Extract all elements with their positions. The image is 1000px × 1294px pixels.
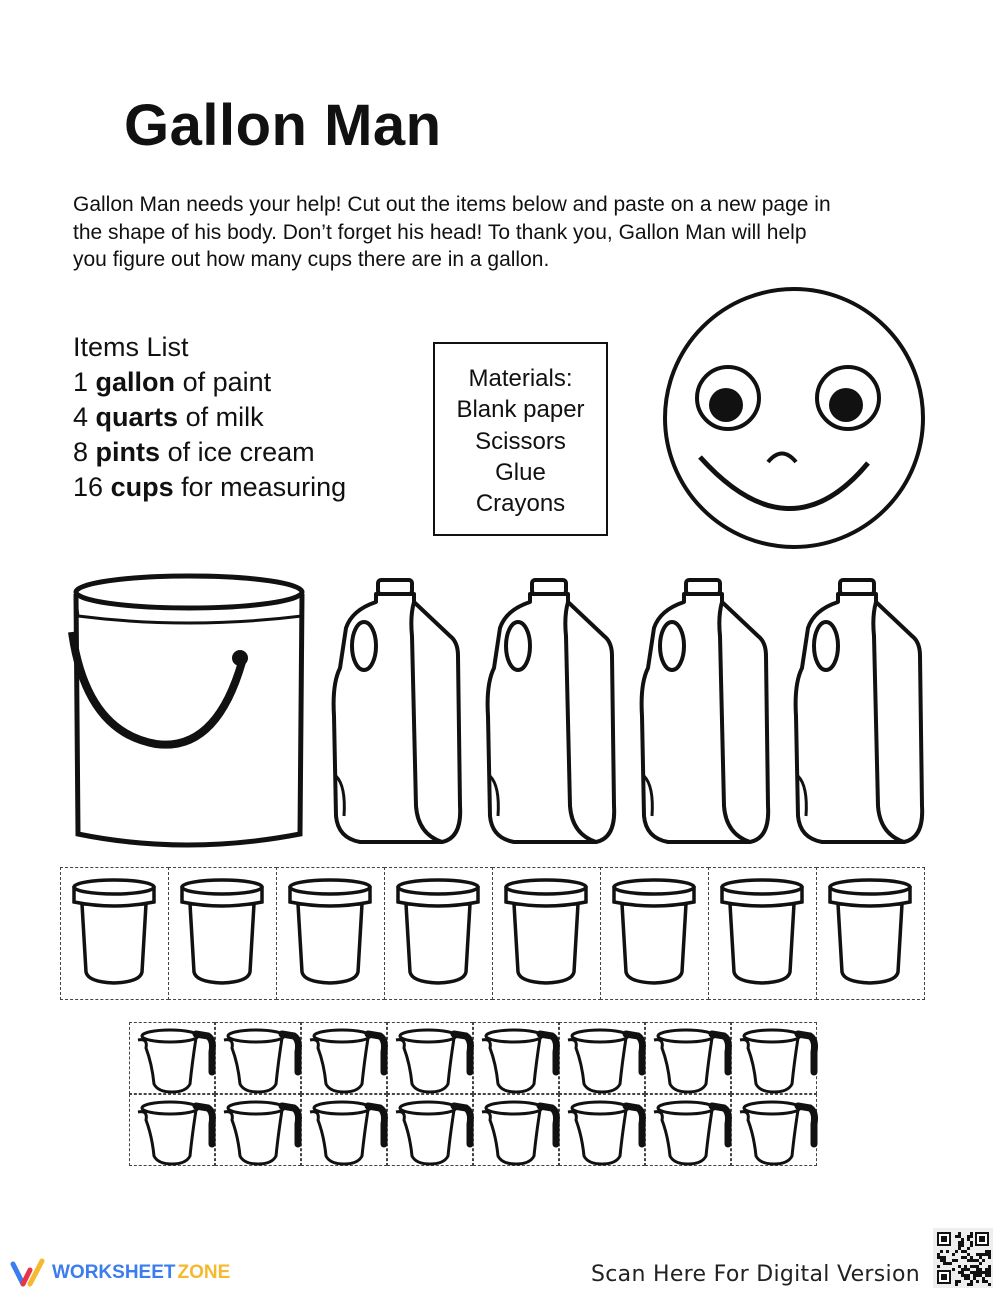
measuring-cup-icon: [734, 1024, 818, 1094]
measuring-cup-icon: [648, 1024, 732, 1094]
measuring-cup-icon: [734, 1096, 818, 1166]
materials-box: [433, 342, 608, 536]
item-qty: 1: [73, 367, 89, 397]
material-item: Glue: [495, 458, 546, 486]
item-qty: 4: [73, 402, 89, 432]
material-item: Scissors: [475, 427, 566, 455]
ice-cream-pint-icon: [68, 874, 162, 992]
item-unit: gallon: [95, 367, 176, 397]
material-item: Crayons: [475, 490, 566, 518]
measuring-cup-icon: [562, 1096, 646, 1166]
qr-code[interactable]: [933, 1228, 993, 1288]
item-unit: cups: [110, 472, 174, 502]
measuring-cup-icon: [218, 1024, 302, 1094]
ice-cream-pint-icon: [392, 874, 486, 992]
worksheet-zone-logo-icon: [10, 1258, 46, 1288]
measuring-cup-icon: [390, 1096, 474, 1166]
items-list-heading: Items List: [73, 332, 189, 362]
measuring-cup-icon: [476, 1024, 560, 1094]
item-qty: 8: [73, 437, 89, 467]
item-desc: of milk: [185, 402, 264, 432]
gallon-man-face: [660, 285, 930, 553]
ice-cream-pint-icon: [176, 874, 270, 992]
ice-cream-pint-icon: [608, 874, 702, 992]
milk-jug-cutout: [484, 576, 618, 850]
item-desc: for measuring: [181, 472, 347, 502]
item-unit: pints: [95, 437, 161, 467]
measuring-cup-icon: [132, 1096, 216, 1166]
milk-jug-cutout: [792, 576, 926, 850]
item-desc: of paint: [182, 367, 272, 397]
list-item: [73, 365, 346, 400]
materials-heading: Materials:: [468, 365, 573, 392]
item-unit: quarts: [95, 402, 179, 432]
list-item: [73, 400, 346, 435]
measuring-cup-icon: [476, 1096, 560, 1166]
paint-bucket-cutout: [66, 572, 308, 852]
scan-text: Scan Here For Digital Version: [591, 1262, 920, 1287]
measuring-cup-icon: [648, 1096, 732, 1166]
ice-cream-pint-icon: [500, 874, 594, 992]
measuring-cup-icon: [304, 1096, 388, 1166]
milk-jug-cutout: [330, 576, 464, 850]
measuring-cup-icon: [304, 1024, 388, 1094]
item-desc: of ice cream: [167, 437, 315, 467]
logo-text-zone: ZONE: [177, 1262, 231, 1283]
intro-paragraph: Gallon Man needs your help! Cut out the items below and paste on a new page in the shape of his body. Don’t forget his head! To thank you, Gallon Man will help you figure out how many cups there are in a gallon.: [73, 193, 831, 271]
ice-cream-pint-icon: [716, 874, 810, 992]
ice-cream-pint-icon: [824, 874, 918, 992]
ice-cream-pint-icon: [284, 874, 378, 992]
measuring-cup-icon: [132, 1024, 216, 1094]
list-item: [73, 435, 346, 470]
measuring-cup-icon: [562, 1024, 646, 1094]
milk-jug-cutout: [638, 576, 772, 850]
list-item: [73, 470, 346, 505]
item-qty: 16: [73, 472, 104, 502]
items-list: [73, 330, 346, 505]
logo-text-worksheet: WORKSHEET: [52, 1262, 176, 1283]
measuring-cup-icon: [218, 1096, 302, 1166]
material-item: Blank paper: [456, 396, 585, 424]
worksheet-zone-logo[interactable]: [10, 1258, 230, 1288]
page-title: Gallon Man: [124, 93, 442, 158]
measuring-cup-icon: [390, 1024, 474, 1094]
